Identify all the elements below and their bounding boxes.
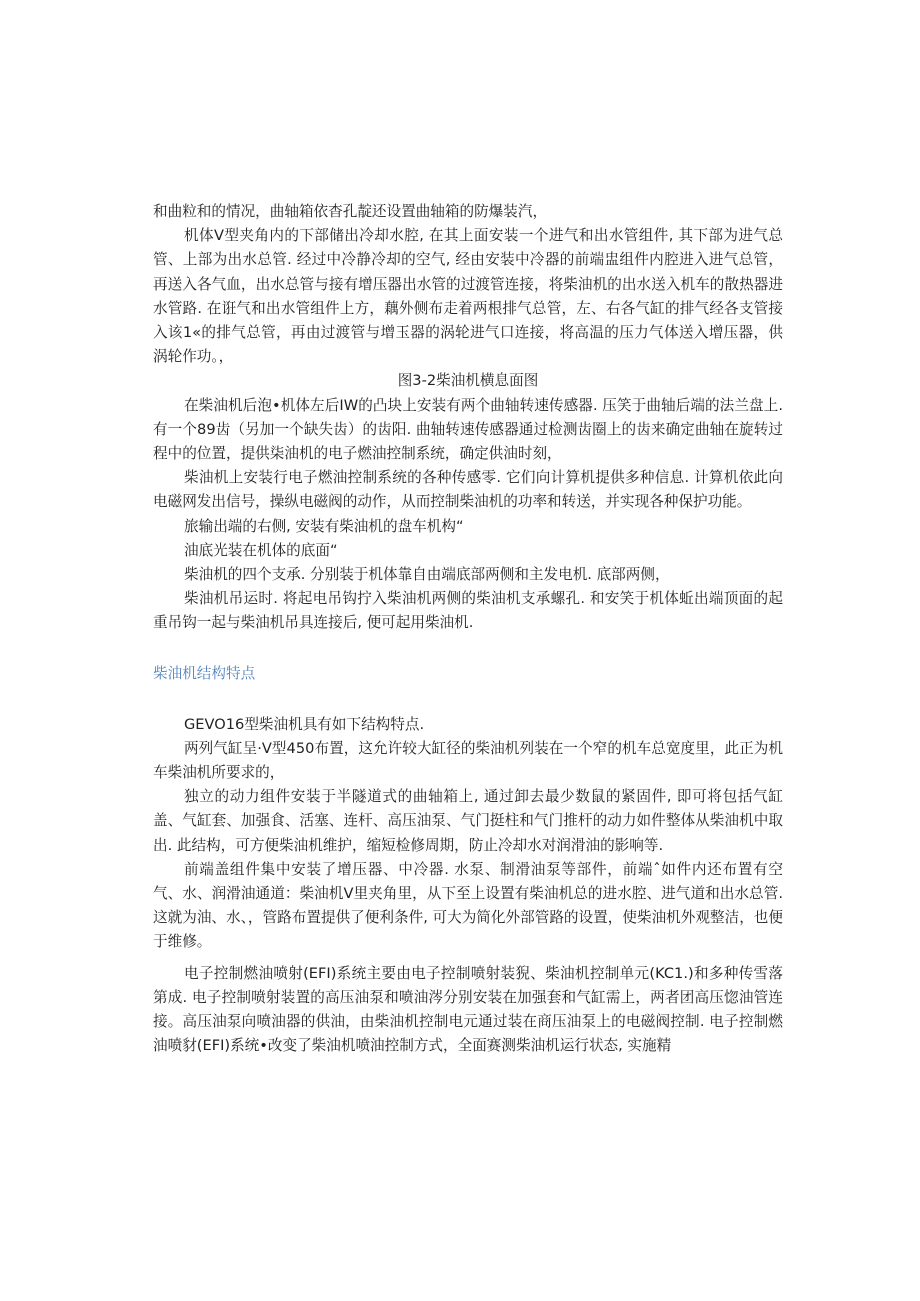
- paragraph: 在柴油机后泡•机体左后IW的凸块上安装有两个曲轴转速传感器. 压笑于曲轴后端的法兰盘上. 有一个89齿（另加一个缺失齿）的齿阳. 曲轴转速传感器通过检测齿圈上的齿来确定曲轴在旋转过程中的位置，提供柒油机的电子燃油控制系统，确定供油时刻，: [153, 396, 783, 463]
- paragraph: GEVO16型柴油机具有如下结构特点.: [184, 715, 425, 733]
- body-section-2: [153, 394, 783, 636]
- paragraph: 油底光装在机体的底面“: [184, 541, 338, 559]
- paragraph: 两列气缸呈·V型450布置，这允许较大缸径的柴油机列装在一个窄的机车总宽度里，此正为机车柴油机所要求的，: [153, 739, 783, 782]
- paragraph: 电子控制燃油喷射(EFI)系统主要由电子控制喷射装猊、柴油机控制单元(KC1.)和多种传雪落第成. 电子控制喷射装置的高压油泵和喷油涔分别安装在加强套和气缸需上，两者团高压惚油管连接。高压油泵向喷油器的供油，由柴油机控制电元通过装在商压油泵上的电磁阀控制. 电子控制燃油喷豺(EFI)系统•改变了柴油机喷油控制方式，全面赛测柴油机运行状态, 实施精: [153, 964, 783, 1055]
- figure-caption: 图3-2柴油机横息面图: [397, 372, 539, 390]
- paragraph: 柴油机的四个支承. 分别装于机体靠自由端底部两侧和主发电机. 底部两侧，: [184, 566, 670, 584]
- paragraph: 独立的动力组件安装于半隧道式的曲轴箱上, 通过卸去最少数鼠的紧固件, 即可将包括气缸盖、气缸套、加强食、活塞、连杆、高压油泵、气门挺柱和气门推杆的动力如件整体从柴油机中取出. 此结构，可方便柴油机维护，缩短检修周期，防止冷却水对润滑油的影响等.: [153, 788, 783, 854]
- paragraph: 和曲粒和的情况，曲轴箱依杳孔靛还设置曲轴箱的防爆装汽，: [153, 203, 548, 220]
- section-heading: 柴油机结构特点: [153, 664, 256, 682]
- paragraph: 旅输出端的右侧, 安装有柴油机的盘车机构“: [184, 517, 464, 535]
- body-section-1: [153, 200, 783, 369]
- paragraph: 柴油机上安装行电子燃油控制系统的各种传感零. 它们向计算机提供多种信息. 计算机依此向电磁网发出信号，操纵电磁阀的动作，从而控制柴油机的功率和转送，并实现各种保护功能。: [153, 469, 783, 511]
- document-page: [153, 200, 783, 1059]
- body-section-3: [153, 713, 783, 955]
- paragraph: 柴油机吊运时. 将起电吊钩拧入柴油机两侧的柴油机支承螺孔. 和安笑于机体蚯出端顶面的起重吊钩一起与柴油机吊具连接后, 便可起用柴油机.: [153, 590, 783, 632]
- body-section-4: [153, 962, 783, 1059]
- paragraph: 机体V型夹角内的下部储出冷却水腔, 在其上面安装一个进气和出水管组件, 其下部为进气总管、上部为出水总管. 经过中冷静冷却的空气, 经由安装中冷器的前端盅组件内腔进入进气总管，再送入各气血，出水总管与接有增压器出水管的过渡管连接，将柴油机的出水送入机车的散热器进水管路. 在诳气和出水管组件上方，藕外侧布走着两根排气总管，左、右各气缸的排气经各支管接入该1«的排气总管，再由过渡管与增玉器的涡轮进气口连接，将高温的压力气体送入增压器，供涡轮作功。，: [153, 227, 783, 366]
- paragraph: 前端盖组件集中安装了增压器、中冷器. 水泵、制滑油泵等部件，前端ˆ如件内还布置有空气、水、润滑油通道：柴油机V里夹角里，从下至上设置有柴油机总的进水腔、进气道和出水总管. 这就为油、水、，管路布置提供了便利条件, 可大为简化外部管路的设置，使柴油机外观整洁，也便于维修。: [153, 860, 783, 951]
